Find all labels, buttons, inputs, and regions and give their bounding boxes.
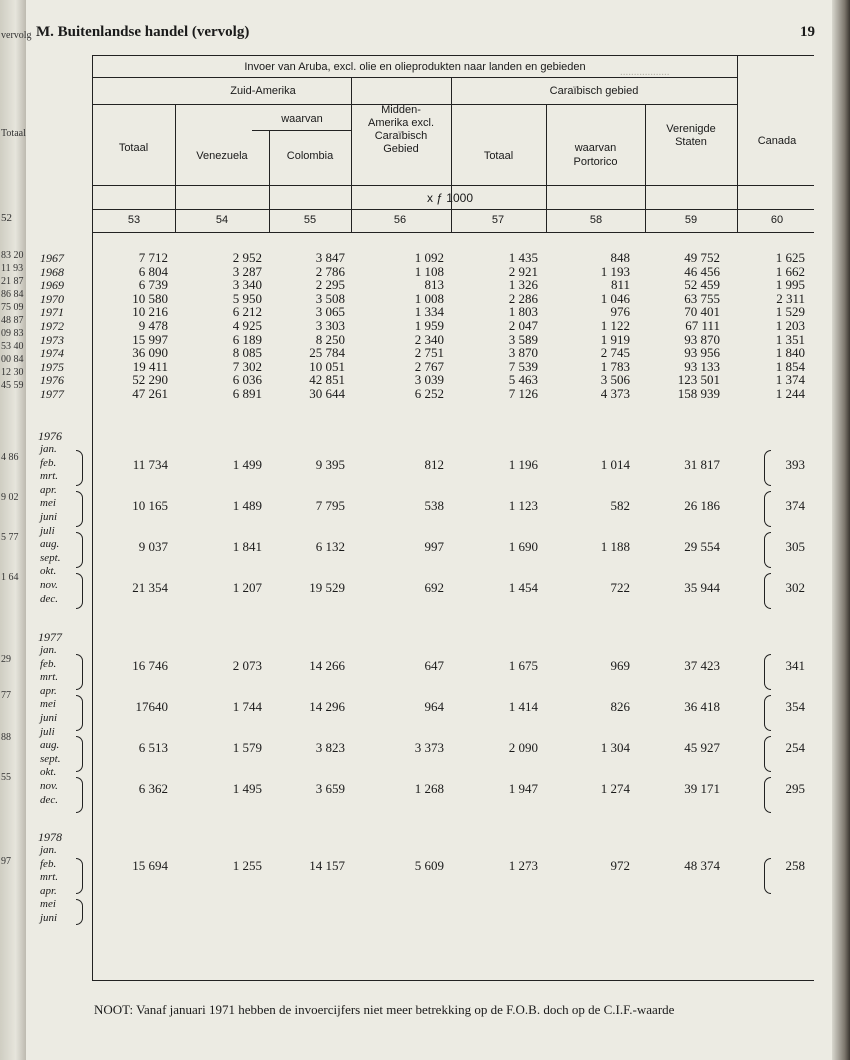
table-cell: 21 354 (132, 580, 168, 595)
quarter-brace (76, 532, 83, 568)
month-label: sept. (40, 752, 61, 765)
table-cell: 48 374 (684, 858, 720, 873)
spine-fragment: 83 20 (1, 250, 24, 261)
month-label: okt. (40, 766, 57, 779)
month-label: juli (40, 524, 55, 537)
table-cell: 1 579 (232, 740, 262, 755)
table-cell: 6 362 (138, 781, 168, 796)
spine-fragment: Totaal (1, 128, 26, 139)
footnote: NOOT: Vanaf januari 1971 hebben de invoercijfers niet meer betrekking op de F.O.B. doch op de C.I.F.-waarde (94, 1002, 675, 1017)
table-cell: 354 (785, 699, 805, 714)
table-cell: 1 334 (414, 304, 444, 320)
table-cell: 10 051 (309, 358, 345, 374)
year-label: 1971 (40, 305, 64, 320)
spine-fragment: 11 93 (1, 263, 24, 274)
table-cell: 93 956 (684, 345, 720, 361)
col-55-header: Colombia (286, 150, 334, 162)
table-cell: 1 841 (232, 539, 262, 554)
table-cell: 5 463 (508, 372, 538, 388)
quarter-brace-right (764, 573, 771, 609)
table-cell: 3 506 (600, 372, 630, 388)
quarter-brace-right (764, 450, 771, 486)
table-cell: 1 196 (508, 457, 538, 472)
table-cell: 49 752 (684, 250, 720, 265)
table-cell: 1 690 (508, 539, 538, 554)
table-cell: 1 947 (508, 781, 538, 796)
table-cell: 17640 (135, 699, 168, 714)
month-label: aug. (40, 739, 60, 752)
month-label: dec. (40, 592, 59, 605)
table-cell: 93 133 (684, 358, 720, 374)
table-cell: 10 216 (132, 304, 168, 320)
quarter-brace-right (764, 777, 771, 813)
table-cell: 826 (610, 699, 630, 714)
table-cell: 647 (424, 658, 444, 673)
table-cell: 14 296 (309, 699, 345, 714)
year-label: 1977 (40, 387, 64, 401)
quarter-brace (76, 858, 83, 894)
rule-bottom (92, 980, 814, 981)
table-cell: 3 065 (315, 304, 345, 320)
table-cell: 1 840 (775, 345, 805, 361)
table-cell: 37 423 (684, 658, 720, 673)
table-cell: 11 734 (132, 457, 168, 472)
table-cell: 6 252 (414, 386, 444, 401)
waarvan-label: waarvan (281, 113, 323, 125)
table-cell: 4 373 (600, 386, 630, 401)
table-cell: 3 373 (414, 740, 444, 755)
table-cell: 2 090 (508, 740, 538, 755)
month-label: okt. (40, 565, 57, 578)
table-cell: 1 803 (508, 304, 538, 320)
rule-top (92, 55, 814, 56)
month-label: apr. (40, 684, 57, 697)
month-label: juni (40, 912, 58, 924)
col-58-header: Portorico (573, 156, 618, 168)
table-cell: 2 921 (508, 263, 538, 279)
table-cell: 1 414 (508, 699, 538, 714)
table-cell: 26 186 (684, 498, 720, 513)
table-cell: 15 694 (132, 858, 168, 873)
month-label: juni (40, 712, 58, 724)
table-cell: 1 454 (508, 580, 538, 595)
table-cell: 35 944 (684, 580, 720, 595)
table-cell: 6 804 (138, 263, 168, 279)
quarter-brace (76, 654, 83, 690)
col-59-header: Verenigde Staten (666, 123, 716, 148)
table-cell: 305 (785, 539, 805, 554)
table-cell: 1 188 (600, 539, 630, 554)
table-cell: 582 (610, 498, 630, 513)
table-cell: 6 132 (315, 539, 345, 554)
month-label: mei (40, 898, 56, 911)
table-cell: 1 207 (232, 580, 262, 595)
year-label: 1976 (40, 373, 64, 388)
year-label: 1974 (40, 346, 64, 361)
table-cell: 295 (785, 781, 805, 796)
table-cell: 25 784 (309, 345, 345, 361)
table-cell: 1 014 (600, 457, 630, 472)
table-cell: 1 499 (232, 457, 262, 472)
table-cell: 2 767 (414, 358, 444, 374)
col-60-header: Canada (757, 135, 797, 147)
quarter-brace (76, 491, 83, 527)
previous-page-edge (0, 0, 32, 1060)
table-cell: 7 712 (138, 250, 168, 265)
table-cell: 258 (785, 858, 805, 873)
rule-v5 (546, 104, 547, 232)
table-cell: 52 290 (132, 372, 168, 388)
table-cell: 2 751 (414, 345, 444, 361)
spine-fragment: 88 (1, 732, 11, 743)
table-cell: 812 (424, 457, 444, 472)
table-cell: 5 609 (414, 858, 444, 873)
table-cell: 5 950 (232, 290, 262, 306)
table-cell: 1 495 (232, 781, 262, 796)
month-label: jan. (40, 443, 57, 455)
table-cell: 1 274 (600, 781, 630, 796)
table-cell: 848 (610, 250, 630, 265)
col-57-header: Totaal (483, 150, 514, 162)
table-cell: 9 478 (138, 318, 168, 333)
month-label: feb. (40, 657, 57, 670)
col-58-waarvan: waarvan (574, 142, 617, 154)
table-cell: 63 755 (684, 290, 720, 306)
table-cell: 1 108 (414, 263, 444, 279)
spine-fragment: 29 (1, 654, 11, 665)
table-cell: 30 644 (309, 386, 345, 401)
table-cell: 1 193 (600, 263, 630, 279)
month-label: apr. (40, 884, 57, 897)
quarter-brace (76, 899, 83, 925)
table-cell: 31 817 (684, 457, 720, 472)
table-cell: 2 286 (508, 290, 538, 306)
table-cell: 14 266 (309, 658, 345, 673)
group-zuid-amerika: Zuid-Amerika (230, 85, 296, 97)
page-number: 19 (800, 24, 815, 40)
column-number: 54 (215, 214, 229, 226)
column-number: 53 (127, 214, 141, 226)
spine-fragment: 21 87 (1, 276, 24, 287)
table-cell: 722 (610, 580, 630, 595)
table-cell: 9 395 (315, 457, 345, 472)
quarter-brace (76, 573, 83, 609)
year-label: 1967 (40, 251, 64, 265)
table-cell: 1 662 (775, 263, 805, 279)
table-cell: 969 (610, 658, 630, 673)
table-cell: 1 351 (775, 331, 805, 347)
table-cell: 3 303 (315, 318, 345, 333)
month-label: mei (40, 497, 56, 510)
table-cell: 2 952 (232, 250, 262, 265)
quarter-brace (76, 777, 83, 813)
table-cell: 6 739 (138, 277, 168, 293)
table-cell: 1 625 (775, 250, 805, 265)
rule-headbottom (92, 185, 814, 186)
year-heading: 1977 (38, 630, 62, 644)
rule-left (92, 55, 93, 980)
table-cell: 341 (785, 658, 805, 673)
column-number: 59 (684, 214, 698, 226)
table-cell: 70 401 (684, 304, 720, 320)
table-cell: 158 939 (677, 386, 720, 401)
spine-fragment: 1 64 (1, 572, 19, 583)
table-cell: 1 675 (508, 658, 538, 673)
month-label: nov. (40, 780, 58, 792)
column-number: 60 (770, 214, 784, 226)
table-cell: 1 268 (414, 781, 444, 796)
table-cell: 3 659 (315, 781, 345, 796)
table-cell: 1 244 (775, 386, 805, 401)
spine-fragment: 5 77 (1, 532, 19, 543)
table-cell: 302 (785, 580, 805, 595)
table-cell: 3 847 (315, 250, 345, 265)
table-cell: 1 435 (508, 250, 538, 265)
table-cell: 39 171 (684, 781, 720, 796)
table-cell: 1 995 (775, 277, 805, 293)
table-cell: 3 870 (508, 345, 538, 361)
table-cell: 36 090 (132, 345, 168, 361)
table-cell: 3 508 (315, 290, 345, 306)
col-54-header: Venezuela (196, 150, 248, 162)
spine-fragment: 55 (1, 772, 11, 783)
table-cell: 15 997 (132, 331, 168, 347)
spine-fragment: vervolg (1, 30, 32, 41)
table-cell: 1 489 (232, 498, 262, 513)
spine-fragment: 12 30 (1, 367, 24, 378)
table-cell: 2 786 (315, 263, 345, 279)
super-header: Invoer van Aruba, excl. olie en olieprodukten naar landen en gebieden (244, 61, 586, 73)
table-cell: 1 304 (600, 740, 630, 755)
table-cell: 93 870 (684, 331, 720, 347)
quarter-brace (76, 736, 83, 772)
year-label: 1970 (40, 291, 64, 306)
table-cell: 42 851 (309, 372, 345, 388)
table-cell: 3 340 (232, 277, 262, 293)
spine-fragment: 4 86 (1, 452, 19, 463)
year-heading: 1978 (38, 830, 62, 844)
spine-fragment: 86 84 (1, 289, 24, 300)
table-cell: 1 092 (414, 250, 444, 265)
month-label: mrt. (40, 871, 59, 884)
table-cell: 692 (424, 580, 444, 595)
table-cell: 2 311 (776, 290, 805, 306)
table-cell: 45 927 (684, 740, 720, 755)
month-label: jan. (40, 644, 57, 656)
table-cell: 538 (424, 498, 444, 513)
table-cell: 972 (610, 858, 630, 873)
table-cell: 2 295 (315, 277, 345, 293)
spine-fragment: 09 83 (1, 328, 24, 339)
spine-fragment: 97 (1, 856, 11, 867)
table-cell: 3 287 (232, 263, 262, 279)
unit-label: x ƒ 1000 (426, 191, 474, 205)
quarter-brace-right (764, 654, 771, 690)
table-cell: 6 891 (232, 386, 262, 401)
year-label: 1973 (40, 332, 64, 347)
rule-colnum (92, 232, 814, 233)
spine-fragment: 45 59 (1, 380, 24, 391)
table-cell: 1 255 (232, 858, 262, 873)
month-label: nov. (40, 579, 58, 591)
table-cell: 7 302 (232, 358, 262, 374)
rule-v1 (175, 104, 176, 232)
quarter-brace (76, 450, 83, 486)
year-heading: 1976 (38, 429, 62, 443)
table-cell: 14 157 (309, 858, 345, 873)
col-56-header: Midden- Amerika excl. Caraïbisch Gebied (367, 104, 435, 155)
column-number: 55 (303, 214, 317, 226)
table-cell: 8 250 (315, 331, 345, 347)
table-cell: 2 047 (508, 318, 538, 333)
table-cell: 46 456 (684, 263, 720, 279)
table-cell: 976 (610, 304, 630, 320)
table-cell: 9 037 (138, 539, 168, 554)
table-cell: 19 529 (309, 580, 345, 595)
table-cell: 1 744 (232, 699, 262, 714)
table-cell: 1 123 (508, 498, 538, 513)
column-number: 57 (491, 214, 505, 226)
table-cell: 3 039 (414, 372, 444, 388)
column-number: 56 (393, 214, 407, 226)
table-cell: 2 340 (414, 331, 444, 347)
table-cell: 16 746 (132, 658, 168, 673)
table-cell: 36 418 (684, 699, 720, 714)
month-label: feb. (40, 456, 57, 469)
month-label: mei (40, 698, 56, 711)
month-label: aug. (40, 538, 60, 551)
table-cell: 6 189 (232, 331, 262, 347)
month-label: juli (40, 725, 55, 738)
year-label: 1968 (40, 264, 64, 279)
table-cell: 6 513 (138, 740, 168, 755)
month-label: sept. (40, 551, 61, 564)
group-caraibisch: Caraïbisch gebied (549, 85, 639, 97)
table-cell: 19 411 (132, 358, 168, 374)
month-label: mrt. (40, 470, 59, 483)
rule-unit (92, 209, 814, 210)
month-label: dec. (40, 793, 59, 806)
quarter-brace-right (764, 695, 771, 731)
table-cell: 811 (610, 277, 630, 293)
spine-fragment: 52 (1, 212, 12, 224)
table-cell: 6 036 (232, 372, 262, 388)
table-cell: 7 126 (508, 386, 538, 401)
table-cell: 1 046 (600, 290, 630, 306)
table-cell: 7 795 (315, 498, 345, 513)
month-label: feb. (40, 857, 57, 870)
spine-fragment: 00 84 (1, 354, 24, 365)
table-cell: 813 (424, 277, 444, 293)
month-label: mrt. (40, 671, 59, 684)
quarter-brace (76, 695, 83, 731)
table-cell: 1 959 (414, 318, 444, 333)
table-cell: 1 783 (600, 358, 630, 374)
showthrough: .................. (620, 66, 670, 78)
table-cell: 1 326 (508, 277, 538, 293)
spine-fragment: 75 09 (1, 302, 24, 313)
table-cell: 1 203 (775, 318, 805, 333)
table-cell: 1 374 (775, 372, 805, 388)
year-label: 1969 (40, 278, 64, 293)
table-cell: 393 (785, 457, 805, 472)
month-label: juni (40, 511, 58, 523)
table-cell: 374 (785, 498, 805, 513)
spine-fragment: 48 87 (1, 315, 24, 326)
table-cell: 997 (424, 539, 444, 554)
table-cell: 3 823 (315, 740, 345, 755)
spine-fragment: 9 02 (1, 492, 19, 503)
page-edge-shadow (832, 0, 850, 1060)
table-cell: 1 919 (600, 331, 630, 347)
table-cell: 10 580 (132, 290, 168, 306)
table-cell: 52 459 (684, 277, 720, 293)
table-cell: 6 212 (232, 304, 262, 320)
spine-fragment: 53 40 (1, 341, 24, 352)
rule-waarvan (252, 130, 352, 131)
table-cell: 47 261 (132, 386, 168, 401)
table-cell: 7 539 (508, 358, 538, 374)
table-cell: 1 008 (414, 290, 444, 306)
page-title: M. Buitenlandse handel (vervolg) (36, 24, 250, 40)
quarter-brace-right (764, 858, 771, 894)
table-cell: 123 501 (677, 372, 720, 388)
table-cell: 2 073 (232, 658, 262, 673)
table-cell: 29 554 (684, 539, 720, 554)
quarter-brace-right (764, 532, 771, 568)
table-cell: 2 745 (600, 345, 630, 361)
table-cell: 8 085 (232, 345, 262, 361)
table-cell: 1 854 (775, 358, 805, 374)
table-cell: 3 589 (508, 331, 538, 347)
table-cell: 67 111 (685, 318, 720, 333)
table-cell: 1 273 (508, 858, 538, 873)
table-cell: 1 529 (775, 304, 805, 320)
column-number: 58 (589, 214, 603, 226)
table-cell: 964 (424, 699, 444, 714)
table-cell: 4 925 (232, 318, 262, 333)
col-53-header: Totaal (118, 142, 149, 154)
month-label: jan. (40, 844, 57, 856)
quarter-brace-right (764, 491, 771, 527)
quarter-brace-right (764, 736, 771, 772)
year-label: 1972 (40, 319, 64, 333)
month-label: apr. (40, 483, 57, 496)
year-label: 1975 (40, 359, 64, 374)
table-cell: 254 (785, 740, 805, 755)
table-cell: 1 122 (600, 318, 630, 333)
table-cell: 10 165 (132, 498, 168, 513)
spine-fragment: 77 (1, 690, 11, 701)
